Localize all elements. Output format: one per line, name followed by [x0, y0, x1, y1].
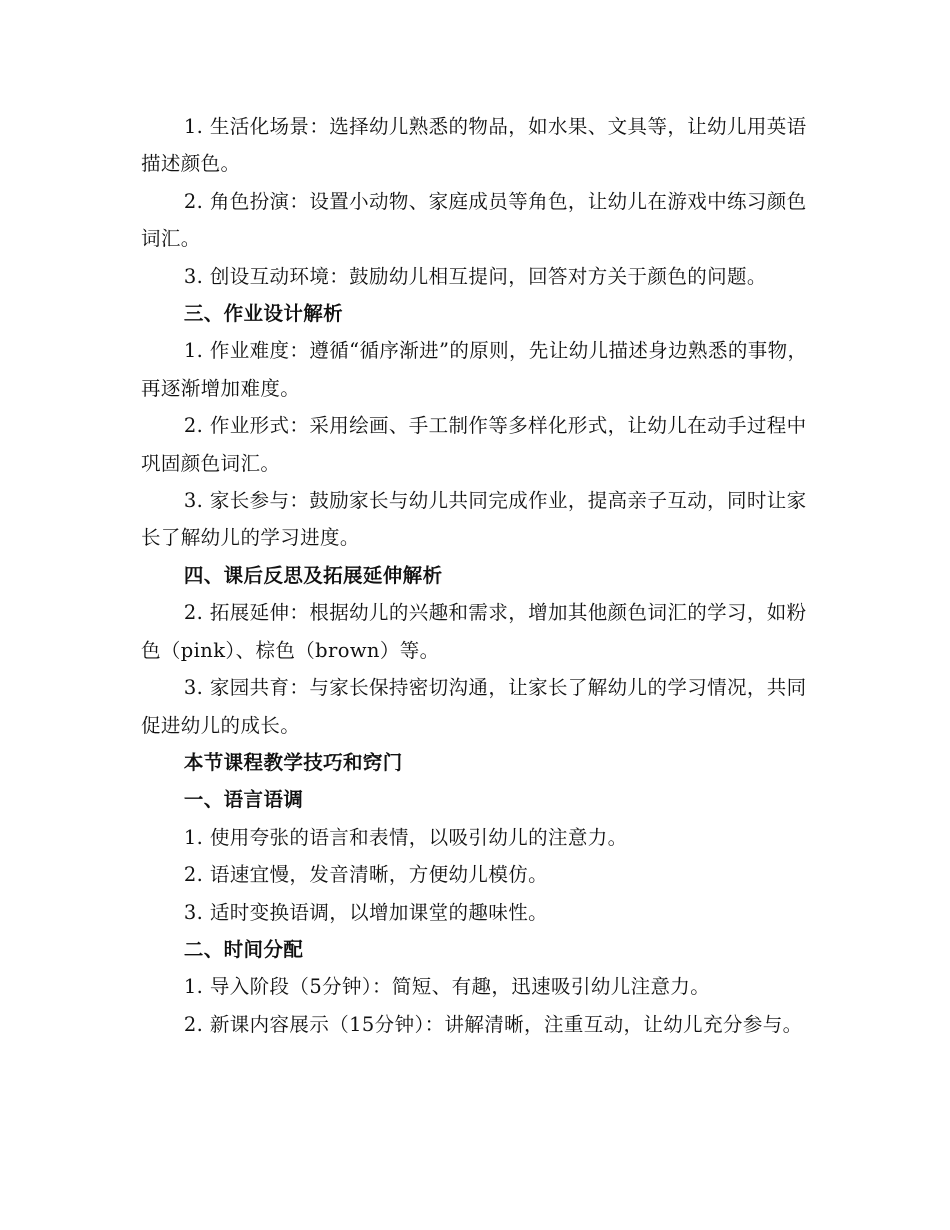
list-item: 1. 导入阶段（5分钟）：简短、有趣，迅速吸引幼儿注意力。 — [183, 975, 711, 999]
section-heading-time-allocation: 二、时间分配 — [183, 937, 304, 961]
list-item: 2. 角色扮演：设置小动物、家庭成员等角色，让幼儿在游戏中练习颜色词汇。 — [141, 189, 807, 251]
section-heading-language-tone: 一、语言语调 — [183, 788, 304, 812]
list-item: 3. 创设互动环境：鼓励幼儿相互提问，回答对方关于颜色的问题。 — [183, 264, 767, 288]
list-item: 1. 生活化场景：选择幼儿熟悉的物品，如水果、文具等，让幼儿用英语描述颜色。 — [141, 115, 807, 176]
list-item: 2. 语速宜慢，发音清晰，方便幼儿模仿。 — [183, 863, 548, 887]
list-item: 2. 作业形式：采用绘画、手工制作等多样化形式，让幼儿在动手过程中巩固颜色词汇。 — [141, 414, 807, 475]
section-heading-homework: 三、作业设计解析 — [183, 302, 344, 326]
list-item: 3. 家长参与：鼓励家长与幼儿共同完成作业，提高亲子互动，同时让家长了解幼儿的学习进度。 — [141, 489, 807, 550]
section-heading-reflection: 四、课后反思及拓展延伸解析 — [183, 563, 443, 587]
list-item: 3. 家园共育：与家长保持密切沟通，让家长了解幼儿的学习情况，共同促进幼儿的成长。 — [141, 676, 807, 737]
document-body — [141, 108, 813, 1043]
list-item: 2. 新课内容展示（15分钟）：讲解清晰，注重互动，让幼儿充分参与。 — [183, 1012, 803, 1036]
list-item: 2. 拓展延伸：根据幼儿的兴趣和需求，增加其他颜色词汇的学习，如粉色（pink）、棕色（brown）等。 — [141, 601, 807, 662]
list-item: 1. 作业难度：遵循“循序渐进”的原则，先让幼儿描述身边熟悉的事物，再逐渐增加难度。 — [141, 339, 808, 400]
list-item: 1. 使用夸张的语言和表情，以吸引幼儿的注意力。 — [183, 825, 628, 849]
list-item: 3. 适时变换语调，以增加课堂的趣味性。 — [183, 900, 548, 924]
section-heading-teaching-tips: 本节课程教学技巧和窍门 — [183, 750, 403, 774]
